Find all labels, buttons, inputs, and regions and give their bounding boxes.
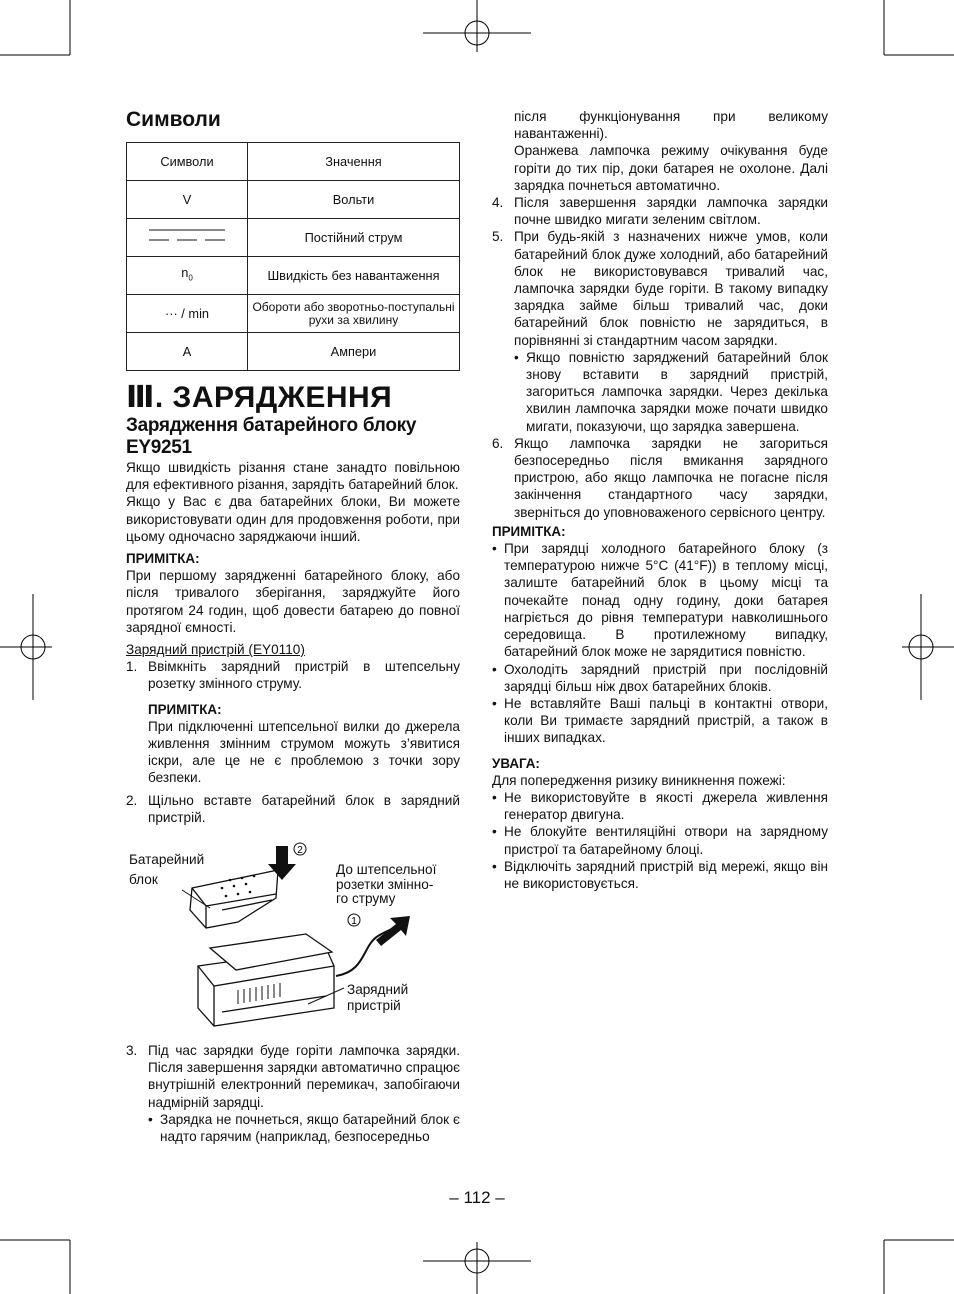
outlet-label-line-1: До штепсельної — [336, 862, 437, 878]
intro-paragraph-2: Якщо у Вас є два батарейних блоки, Ви можете використовувати один для продовження роботи, при цьому одночасно заряджаючи інший. — [126, 494, 460, 544]
charger-model-heading: Зарядний пристрій (EY0110) — [126, 642, 305, 658]
symbol-subscript: 0 — [188, 273, 193, 283]
step-text: При будь-якій з назначених нижче умов, коли батарейний блок дуже холодний, або батарейний блок не використовувався тривалий час, лампочка зарядки буде горіти. В такому випадку зарядка займе більш тривалий час, доки батарейний блок повністю не зарядиться, в порівнянні зі стандартним часом зарядки. — [514, 229, 828, 348]
outlet-label-line-3: го струму — [336, 891, 396, 907]
symbol-cell: ··· / min — [127, 295, 248, 333]
list-item — [492, 228, 828, 434]
symbol-cell: V — [127, 181, 248, 219]
meaning-cell: Постійний струм — [248, 219, 460, 257]
meaning-cell: Обороти або зворотньо-поступальні рухи за хвилину — [248, 295, 460, 333]
page-number: – 112 – — [449, 1188, 505, 1207]
section-title-text: ЗАРЯДЖЕННЯ — [172, 381, 393, 414]
step-number: 4. — [492, 195, 504, 211]
charger-label-line-1: Зарядний — [347, 982, 409, 998]
col-header-meaning: Значення — [248, 143, 460, 181]
step-bullets — [514, 349, 828, 435]
section-title — [126, 381, 460, 415]
meaning-cell: Вольти — [248, 181, 460, 219]
left-column — [126, 106, 460, 1145]
symbols-table — [126, 142, 460, 371]
list-item — [126, 792, 460, 826]
step-text: Ввімкніть зарядний пристрій в штепсельну розетку змінного струму. — [148, 659, 460, 692]
step-bullets — [148, 1111, 460, 1145]
meaning-cell: Швидкість без навантаження — [248, 257, 460, 295]
step-text: Щільно вставте батарейний блок в зарядний пристрій. — [148, 792, 460, 825]
outlet-label-line-2: розетки змінно- — [336, 877, 434, 893]
meaning-cell: Ампери — [248, 333, 460, 371]
charging-steps-right — [492, 194, 828, 521]
intro-paragraph-1: Якщо швидкість різання стане занадто повільною для ефективного різання, зарядіть батарейний блок. — [126, 460, 460, 493]
battery-label-line-1: Батарейний — [129, 852, 205, 868]
battery-label-line-2: блок — [129, 872, 158, 888]
table-row — [127, 219, 460, 257]
note-label: ПРИМІТКА: — [126, 551, 200, 567]
continued-text-1: після функціонування при великому навантаженні). — [514, 109, 828, 142]
list-item: • Не блокуйте вентиляційні отвори на зарядному пристрої та батарейному блоці. — [492, 823, 828, 857]
section-numeral: Ⅲ. — [126, 381, 164, 414]
table-row — [127, 181, 460, 219]
step-number: 2. — [126, 792, 138, 808]
note-bullets — [492, 540, 828, 746]
note-label: ПРИМІТКА: — [492, 523, 566, 539]
warning-bullets — [492, 789, 828, 892]
charger-figure — [126, 836, 460, 1036]
step-number: 3. — [126, 1043, 138, 1059]
right-column — [492, 108, 828, 892]
step-text: Під час зарядки буде горіти лампочка зарядки. Після завершення зарядки автоматично спрацює внутрішній електронний перемикач, запобігаючи надмірній зарядці. — [148, 1043, 460, 1110]
dc-symbol-icon — [147, 225, 227, 245]
warning-label: УВАГА: — [492, 755, 540, 771]
list-item — [126, 1042, 460, 1145]
list-item: • Зарядка не почнеться, якщо батарейний блок є надто гарячим (наприклад, безпосередньо — [148, 1111, 460, 1145]
list-item: • Охолодіть зарядний пристрій при послідовній зарядці більш ніж двох батарейних блоків. — [492, 661, 828, 695]
section-subtitle: Зарядження батарейного блоку EY9251 — [126, 415, 417, 458]
step-number: 5. — [492, 229, 504, 245]
symbol-cell: A — [127, 333, 248, 371]
list-item: • Не вставляйте Ваші пальці в контактні отвори, коли Ви тримаєте зарядний пристрій, а також в інших випадках. — [492, 695, 828, 747]
note-text: При першому зарядженні батарейного блоку, або після тривалого зберігання, заряджуйте його протягом 24 годин, щоб довести батарею до повної зарядної ємності. — [126, 568, 460, 635]
symbols-heading: Символи — [126, 108, 221, 131]
step-number: 1. — [126, 659, 138, 675]
table-row — [127, 257, 460, 295]
step-note-text: При підключенні штепсельної вилки до джерела живлення змінним струмом можуть з’явитися іскри, але це не є проблемою з точки зору безпеки. — [148, 718, 460, 786]
list-item: • При зарядці холодного батарейного блоку (з температурою нижче 5°C (41°F)) в теплому місці, залиште батарейний блок в цьому місці та почекайте понад одну годину, доки батарея нагріється до рівня температури навколишнього середовища. В протилежному випадку, батарейний блок може не зарядитися повністю. — [492, 540, 828, 660]
marker-1: 1 — [351, 916, 357, 928]
step-note-label: ПРИМІТКА: — [148, 701, 222, 717]
symbol-cell — [127, 219, 248, 257]
step-text: Після завершення зарядки лампочка зарядки почне швидко мигати зеленим світлом. — [514, 195, 828, 228]
symbol-cell — [127, 257, 248, 295]
list-item — [492, 194, 828, 228]
symbol-n: n — [181, 265, 189, 281]
continued-text-2: Оранжева лампочка режиму очікування буде горіти до тих пір, доки батарея не охолоне. Далі зарядка почнеться автоматично. — [514, 143, 828, 193]
list-item: • Якщо повністю заряджений батарейний блок знову вставити в зарядний пристрій, загориться лампочка зарядки. Через декілька хвилин лампочка зарядки може почати швидко мигати, показуючи, що зарядка завершена. — [514, 349, 828, 435]
list-item: • Відключіть зарядний пристрій від мережі, якщо він не використовується. — [492, 858, 828, 892]
step-number: 6. — [492, 435, 504, 451]
charging-steps-left-2 — [126, 1042, 460, 1145]
table-header-row — [127, 143, 460, 181]
marker-2: 2 — [297, 845, 303, 857]
table-row — [127, 295, 460, 333]
step-text: Якщо лампочка зарядки не загориться безпосередньо після вмикання зарядного пристрою, або якщо лампочка не погасне після закінчення стандартного часу зарядки, зверніться до уповноваженого сервісного центру. — [514, 435, 828, 520]
list-item: • Не використовуйте в якості джерела живлення генератор двигуна. — [492, 789, 828, 823]
charging-steps-left — [126, 658, 460, 826]
list-item — [126, 658, 460, 786]
warning-text: Для попередження ризику виникнення пожежі: — [492, 772, 786, 788]
charger-label-line-2: пристрій — [347, 998, 401, 1014]
list-item — [492, 435, 828, 521]
table-row — [127, 333, 460, 371]
col-header-symbol: Символи — [127, 143, 248, 181]
